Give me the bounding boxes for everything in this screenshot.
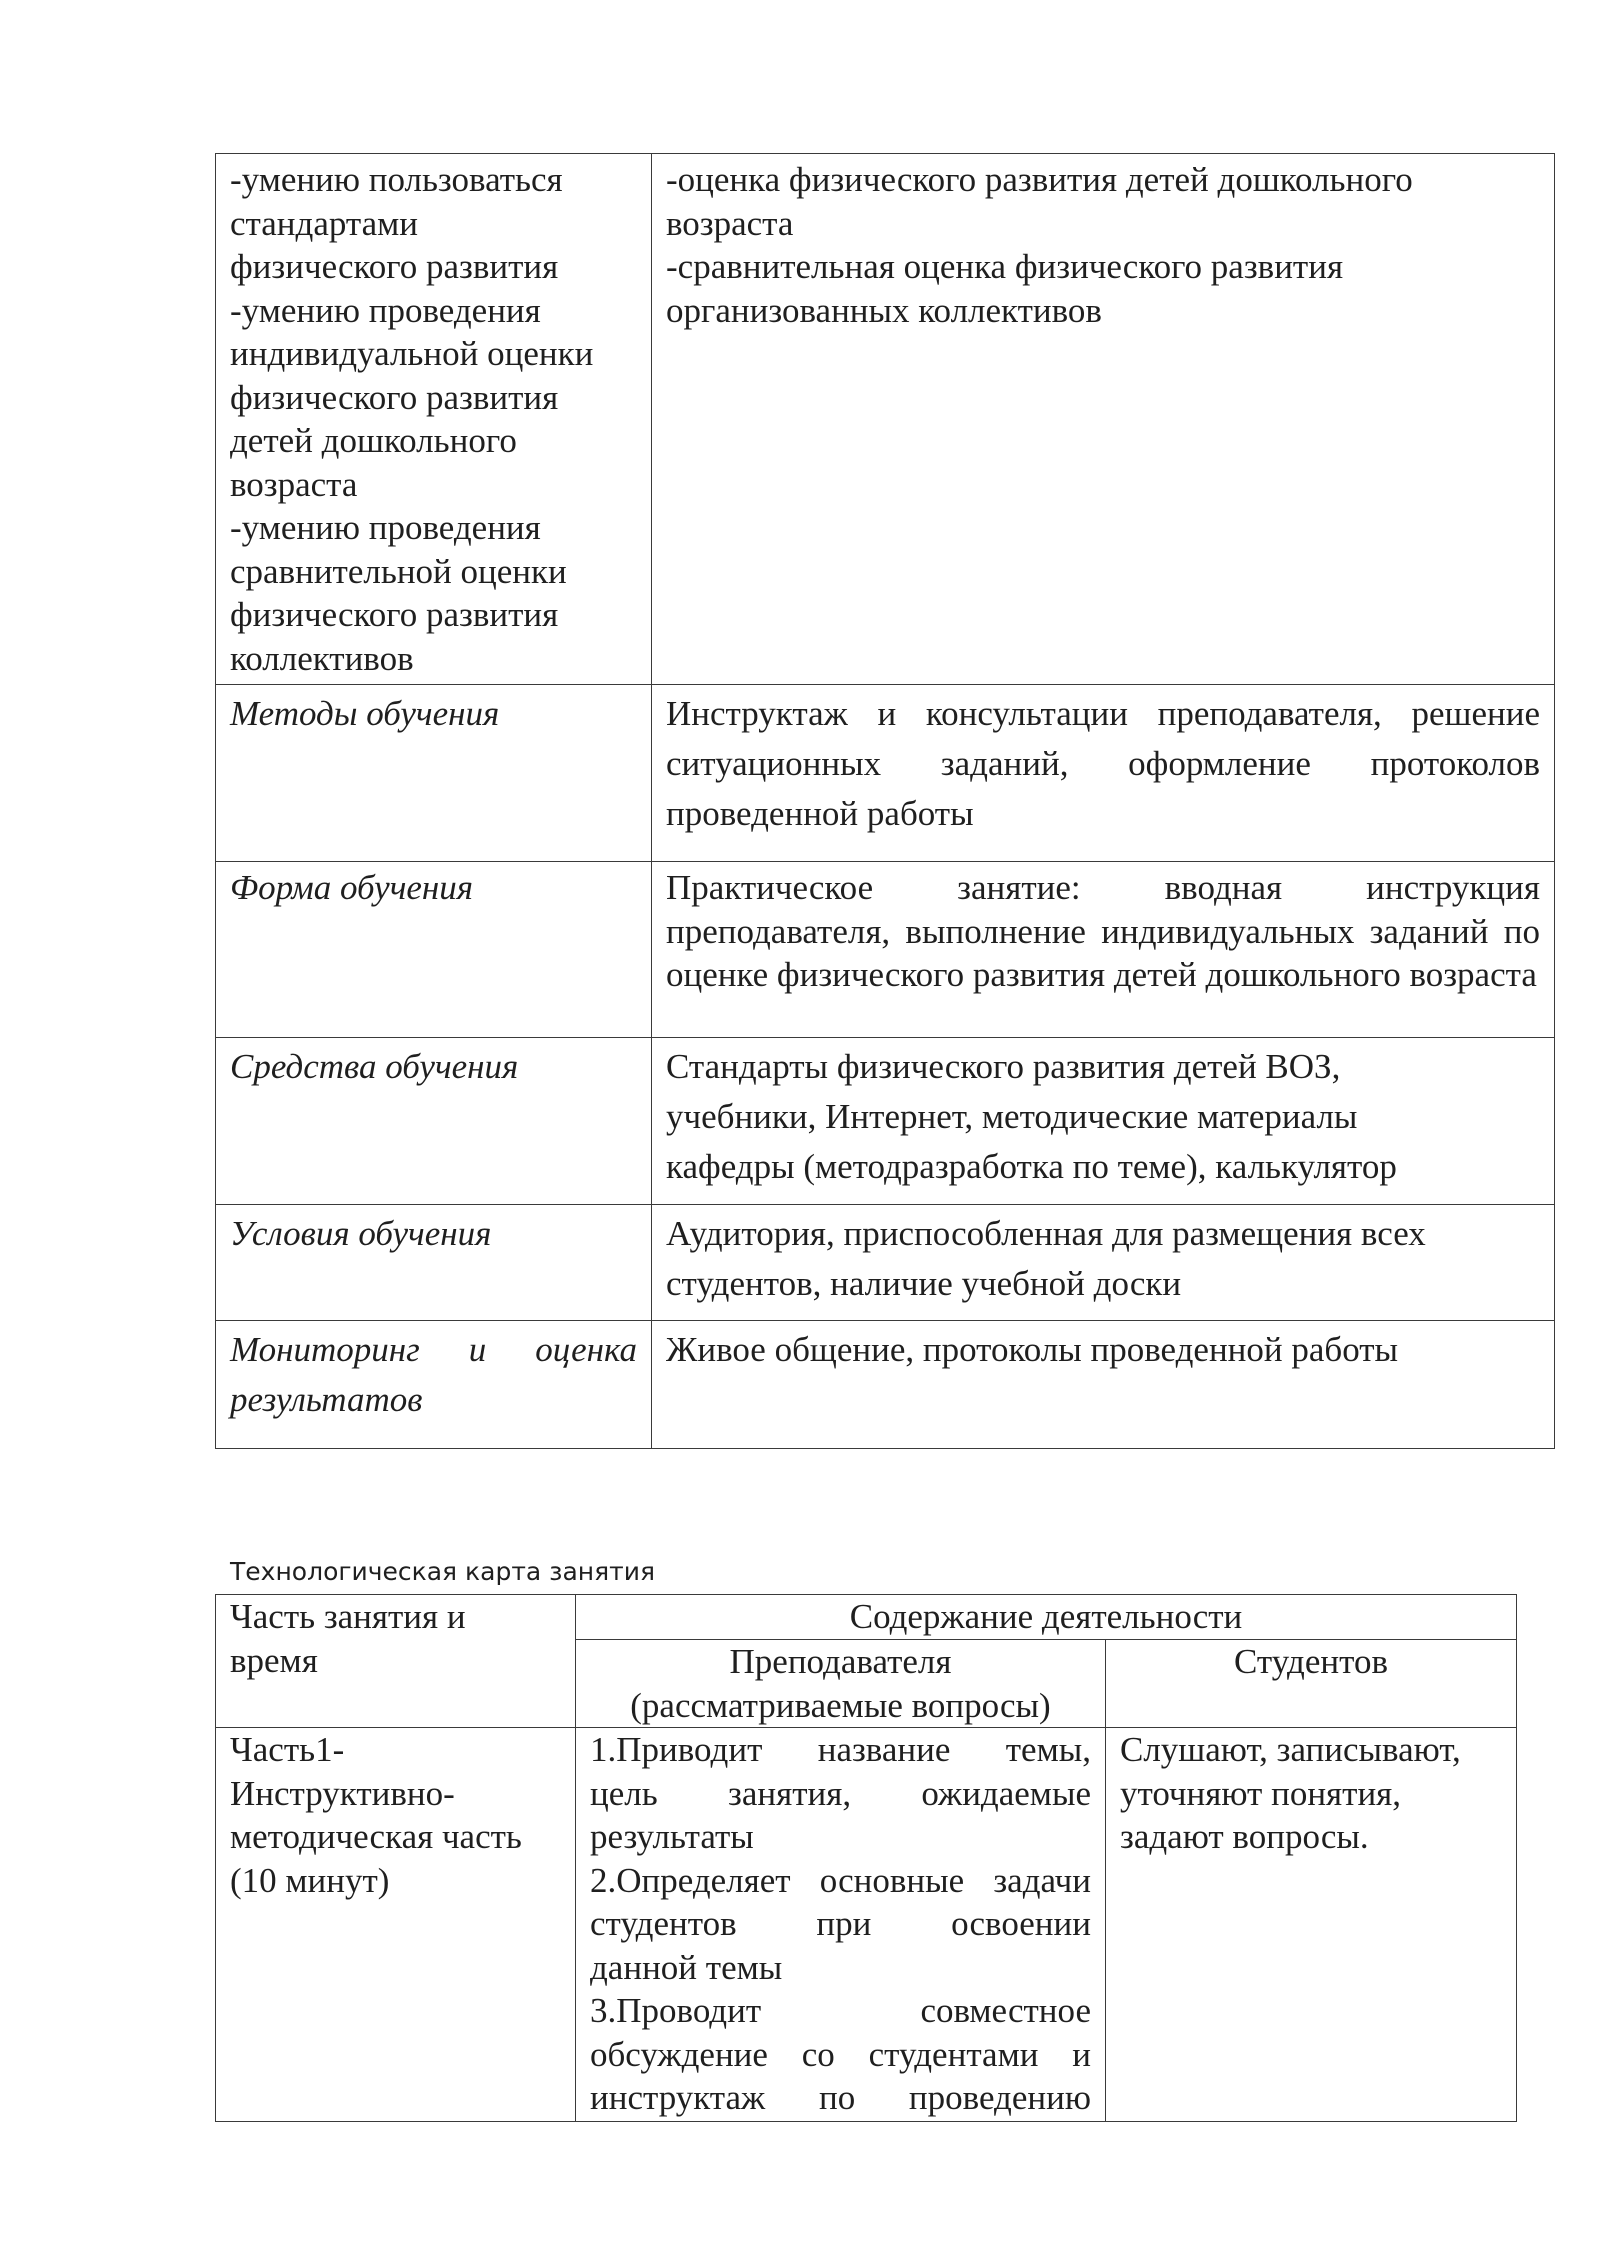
table-row: [216, 1205, 1555, 1321]
text-line: -умению пользоваться: [230, 160, 563, 199]
part-time-header: Часть занятия и время: [216, 1595, 576, 1728]
text-line: -умению проведения: [230, 290, 541, 330]
text-line: студентов, наличие учебной доски: [666, 1264, 1182, 1303]
monitoring-label: Мониторинг и оценка результатов: [216, 1321, 652, 1449]
text-line: физического развития: [230, 247, 559, 286]
table-row: [216, 1728, 1517, 2122]
table-row: [216, 685, 1555, 862]
conditions-label: Условия обучения: [216, 1205, 652, 1321]
text-line: 1.Приводит название темы,: [590, 1730, 1091, 1769]
text-line: -сравнительная оценка физического развития: [666, 247, 1344, 286]
conditions-text: [652, 1205, 1555, 1321]
table-row: [216, 862, 1555, 1038]
part-cell: [216, 1728, 576, 2122]
text-line: возраста: [666, 203, 794, 243]
text-line: Аудитория, приспособленная для размещения всех: [666, 1214, 1426, 1253]
text-line: Инструктивно-: [230, 1773, 455, 1813]
lesson-map-table: [215, 1594, 1517, 2122]
text-line: данной темы: [590, 1947, 783, 1987]
text-line: физического развития: [230, 377, 559, 417]
skills-list-cell: [216, 154, 652, 685]
form-label: Форма обучения: [216, 862, 652, 1038]
means-label: Средства обучения: [216, 1038, 652, 1205]
table-row: [216, 154, 1555, 685]
text-line: задают вопросы.: [1120, 1817, 1369, 1856]
text-line: цель занятия, ожидаемые: [590, 1773, 1091, 1813]
text-line: уточняют понятия,: [1120, 1773, 1402, 1813]
text-line: физического развития: [230, 595, 559, 634]
text-line: обсуждение со студентами и: [590, 2034, 1091, 2074]
form-text: Практическое занятие: вводная инструкция преподавателя, выполнение индивидуальных заданий по оценке физического развития детей дошкольного возраста: [652, 862, 1555, 1038]
table-caption: Технологическая карта занятия: [230, 1557, 656, 1586]
text-line: детей дошкольного: [230, 421, 517, 460]
text-line: Слушают, записывают,: [1120, 1730, 1461, 1769]
text-line: кафедры (методразработка по теме), калькулятор: [666, 1147, 1397, 1186]
text-line: учебники, Интернет, методические материалы: [666, 1097, 1358, 1136]
students-cell: [1106, 1728, 1517, 2122]
content-header: Содержание деятельности: [576, 1595, 1517, 1640]
text-line: инструктаж по проведению: [590, 2078, 1091, 2117]
methods-text: Инструктаж и консультации преподавателя, решение ситуационных заданий, оформление протоколов проведенной работы: [652, 685, 1555, 862]
text-line: стандартами: [230, 203, 419, 243]
text-line: Часть1-: [230, 1730, 345, 1769]
text-line: 2.Определяет основные задачи: [590, 1860, 1091, 1900]
text-line: индивидуальной оценки: [230, 334, 594, 373]
monitoring-text: Живое общение, протоколы проведенной работы: [652, 1321, 1555, 1449]
method-table: [215, 153, 1555, 1449]
table-row: [216, 1321, 1555, 1449]
methods-label: Методы обучения: [216, 685, 652, 862]
means-text: [652, 1038, 1555, 1205]
text-line: методическая часть: [230, 1817, 522, 1856]
text-line: студентов при освоении: [590, 1904, 1091, 1943]
text-line: организованных коллективов: [666, 290, 1102, 330]
students-header: Студентов: [1106, 1640, 1517, 1728]
text-line: коллективов: [230, 638, 414, 678]
teacher-cell: [576, 1728, 1106, 2122]
text-line: -оценка физического развития детей дошкольного: [666, 160, 1413, 199]
text-line: Стандарты физического развития детей ВОЗ,: [666, 1047, 1341, 1086]
text-line: результаты: [590, 1817, 754, 1856]
table-row: [216, 1038, 1555, 1205]
teacher-header: Преподавателя (рассматриваемые вопросы): [576, 1640, 1106, 1728]
assessment-list-cell: [652, 154, 1555, 685]
text-line: -умению проведения: [230, 508, 541, 547]
text-line: возраста: [230, 464, 358, 504]
text-line: сравнительной оценки: [230, 551, 567, 591]
text-line: 3.Проводит совместное: [590, 1991, 1091, 2030]
text-line: (10 минут): [230, 1860, 390, 1900]
table-header-row: [216, 1595, 1517, 1640]
